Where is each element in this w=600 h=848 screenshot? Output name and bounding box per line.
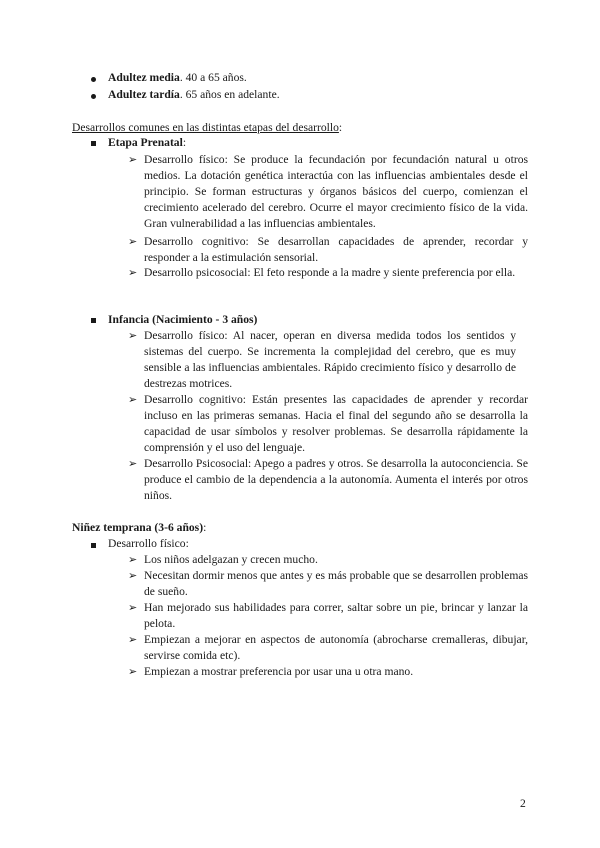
bullet-dot-icon	[91, 77, 96, 82]
arrow-bullet-icon: ➢	[128, 570, 138, 582]
term-description: . 40 a 65 años.	[179, 71, 247, 84]
term-description: . 65 años en adelante.	[179, 88, 280, 101]
heading-colon: :	[338, 121, 343, 134]
arrow-bullet-icon: ➢	[128, 602, 138, 614]
prenatal-item-physical: Desarrollo físico: Se produce la fecundación por fecundación natural u otros medios. La dotación genética interactúa con las influencias ambientales desde el principio. Se forman estructuras y órganos básicos del cuerpo, comienzan el crecimiento acelerado del cerebro. Ocurre el mayor crecimiento físico de la vida. Gran vulnerabilidad a las influencias ambientales.	[144, 153, 528, 230]
list-item-adultez-media	[108, 70, 247, 86]
infancia-item-psychosocial: Desarrollo Psicosocial: Apego a padres y otros. Se desarrolla la autoconciencia. Se produce el cambio de la dependencia a la autonomía. Aumenta el interés por otros niños.	[144, 457, 528, 502]
arrow-bullet-icon: ➢	[128, 634, 138, 646]
title-colon: :	[182, 136, 187, 149]
bullet-dot-icon	[91, 94, 96, 99]
infancia-item-physical: Desarrollo físico: Al nacer, operan en diversa medida todos los sentidos y sistemas del cuerpo. Se incrementa la complejidad del cerebro, que es muy sensible a las influencias ambientales. Rápido crecimiento físico y desarrollo de destrezas motrices.	[144, 329, 516, 390]
term: Adultez media	[108, 71, 180, 84]
arrow-bullet-icon: ➢	[128, 330, 138, 342]
arrow-bullet-icon: ➢	[128, 458, 138, 470]
prenatal-item-psychosocial: Desarrollo psicosocial: El feto responde a la madre y siente preferencia por ella.	[144, 266, 516, 279]
bullet-square-icon	[91, 141, 96, 146]
page-number: 2	[520, 797, 526, 810]
prenatal-item-cognitive: Desarrollo cognitivo: Se desarrollan capacidades de aprender, recordar y responder a la estimulación sensorial.	[144, 235, 528, 264]
ninez-item-1: Los niños adelgazan y crecen mucho.	[144, 553, 318, 566]
ninez-subtitle: Desarrollo físico:	[108, 537, 189, 550]
ninez-title	[72, 520, 206, 536]
ninez-item-5: Empiezan a mostrar preferencia por usar una u otra mano.	[144, 665, 414, 678]
ninez-item-3: Han mejorado sus habilidades para correr, saltar sobre un pie, brincar y lanzar la pelota.	[144, 601, 528, 630]
arrow-bullet-icon: ➢	[128, 666, 138, 678]
prenatal-title	[108, 135, 186, 151]
infancia-item-cognitive: Desarrollo cognitivo: Están presentes las capacidades de aprender y recordar incluso en las primeras semanas. Hacia el final del segundo año se desarrolla la capacidad de usar símbolos y resolver problemas. Se desarrolla rápidamente la comprensión y el uso del lenguaje.	[144, 393, 528, 454]
arrow-bullet-icon: ➢	[128, 394, 138, 406]
prenatal-title-text: Etapa Prenatal	[108, 136, 183, 149]
title-colon: :	[203, 521, 207, 534]
section-heading	[72, 120, 342, 136]
arrow-bullet-icon: ➢	[128, 236, 138, 248]
bullet-square-icon	[91, 543, 96, 548]
ninez-item-4: Empiezan a mejorar en aspectos de autonomía (abrocharse cremalleras, dibujar, servirse comida etc).	[144, 633, 528, 662]
infancia-title-text: Infancia (Nacimiento - 3 años)	[108, 313, 258, 326]
list-item-adultez-tardia	[108, 87, 280, 103]
ninez-item-2: Necesitan dormir menos que antes y es más probable que se desarrollen problemas de sueño.	[144, 569, 528, 598]
arrow-bullet-icon: ➢	[128, 267, 138, 279]
ninez-title-text: Niñez temprana (3-6 años)	[72, 521, 204, 534]
term: Adultez tardía	[108, 88, 180, 101]
infancia-title	[108, 312, 257, 328]
arrow-bullet-icon: ➢	[128, 554, 138, 566]
section-heading-text: Desarrollos comunes en las distintas etapas del desarrollo	[72, 121, 339, 134]
arrow-bullet-icon: ➢	[128, 154, 138, 166]
bullet-square-icon	[91, 318, 96, 323]
